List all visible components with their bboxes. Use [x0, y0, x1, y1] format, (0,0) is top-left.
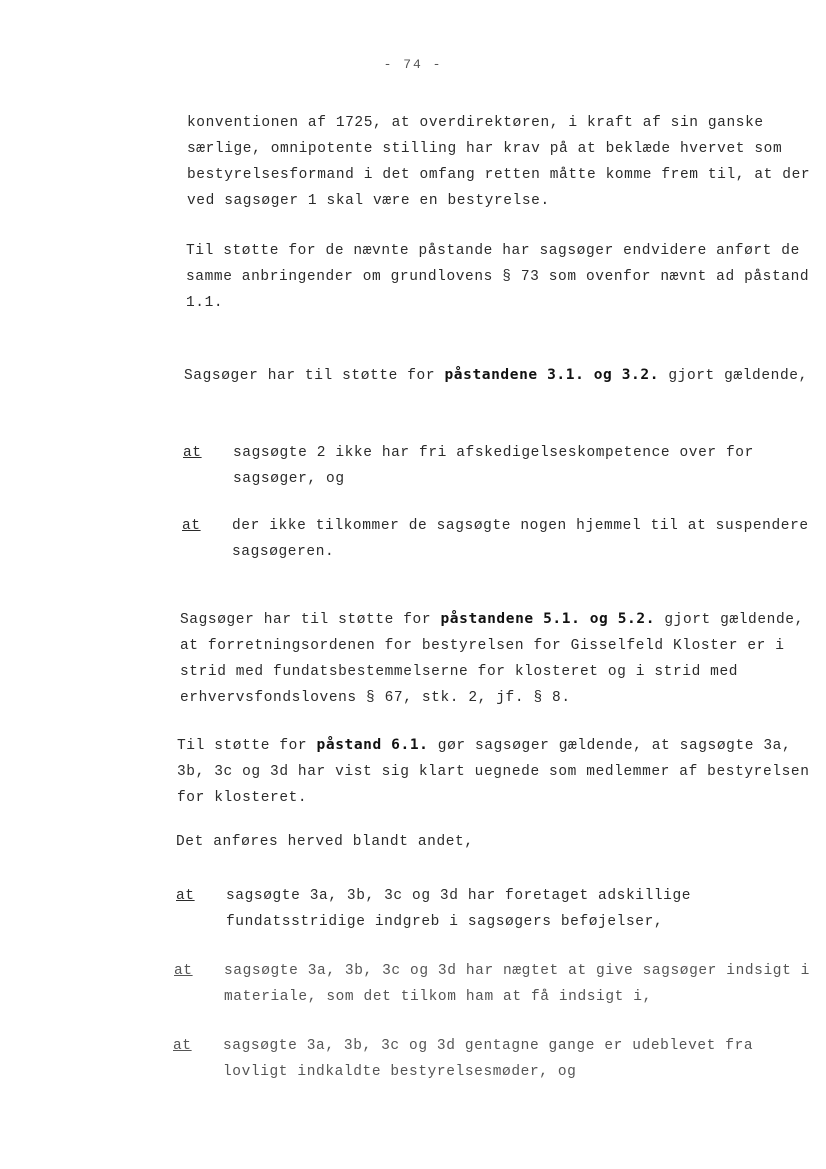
- paragraph-claim-6-lead: Til støtte for: [177, 738, 317, 754]
- paragraph-claim-6-bold: påstand 6.1.: [316, 737, 429, 753]
- paragraph-claims-3-bold: påstandene 3.1. og 3.2.: [444, 367, 660, 383]
- list-item-text: sagsøgte 3a, 3b, 3c og 3d har nægtet at give sagsøger indsigt i materiale, som det tilkom ham at få indsigt i,: [224, 963, 810, 1005]
- paragraph-claim-6-tail: gør sagsøger gældende, at sagsøgte 3a, 3b, 3c og 3d har vist sig klart uegnede som medlemmer af bestyrelsen for klosteret.: [177, 738, 810, 806]
- paragraph-claims-3-lead: Sagsøger har til støtte for: [184, 368, 445, 384]
- paragraph-grundlov: Til støtte for de nævnte påstande har sagsøger endvidere anført de samme anbringender om grundlovens § 73 som ovenfor nævnt ad påstand 1.1.: [186, 243, 810, 311]
- paragraph-claim-6: [177, 732, 812, 811]
- paragraph-claims-5-lead: Sagsøger har til støtte for: [180, 612, 441, 628]
- paragraph-claims-5-tail: gjort gældende, at forretningsordenen for bestyrelsen for Gisselfeld Kloster er i strid med fundatsbestemmelserne for klosteret og i strid med erhvervsfondslovens § 67, stk. 2, jf. § 8.: [180, 612, 804, 706]
- list-item-marker: at: [173, 1038, 192, 1054]
- list-item-text: der ikke tilkommer de sagsøgte nogen hjemmel til at suspendere sagsøgeren.: [232, 518, 809, 560]
- list-item-marker: at: [183, 445, 202, 461]
- paragraph-convention: konventionen af 1725, at overdirektøren, i kraft af sin ganske særlige, omnipotente stilling har krav på at beklæde hvervet som bestyrelsesformand i det omfang retten måtte komme frem til, at der ved sagsøger 1 skal være en bestyrelse.: [187, 115, 811, 209]
- paragraph-claims-5: [180, 606, 815, 711]
- list-item-marker: at: [174, 963, 193, 979]
- list-item-text: sagsøgte 2 ikke har fri afskedigelseskompetence over for sagsøger, og: [233, 445, 754, 487]
- paragraph-intro-list: Det anføres herved blandt andet,: [176, 834, 474, 850]
- list-item-marker: at: [176, 888, 195, 904]
- list-item-text: sagsøgte 3a, 3b, 3c og 3d gentagne gange er udeblevet fra lovligt indkaldte bestyrelsesmøder, og: [223, 1038, 754, 1080]
- list-item-text: sagsøgte 3a, 3b, 3c og 3d har foretaget adskillige fundatsstridige indgreb i sagsøgers beføjelser,: [226, 888, 692, 930]
- paragraph-claims-5-bold: påstandene 5.1. og 5.2.: [440, 611, 656, 627]
- paragraph-claims-3-tail: gjort gældende,: [659, 368, 808, 384]
- paragraph-claims-3: [184, 362, 819, 389]
- page-number: - 74 -: [383, 57, 443, 72]
- list-item-marker: at: [182, 518, 201, 534]
